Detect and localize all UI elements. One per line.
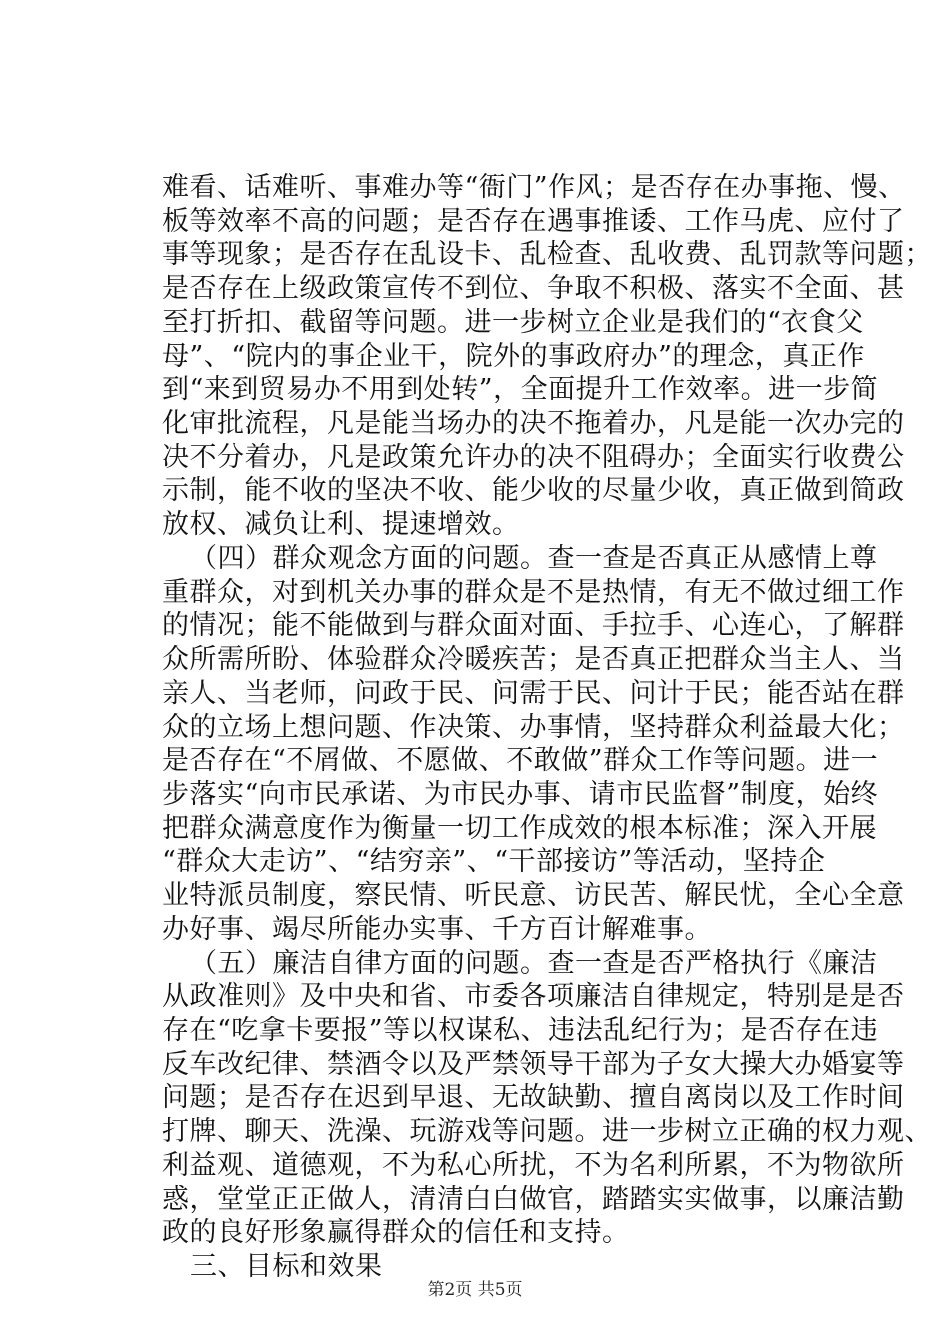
page-number-footer: 第2页 共5页 <box>427 1280 523 1300</box>
text-line: 反车改纪律、禁酒令以及严禁领导干部为子女大操大办婚宴等 <box>162 1049 905 1080</box>
text-line: 利益观、道德观，不为私心所扰，不为名利所累，不为物欲所 <box>162 1150 905 1181</box>
text-line: 惑，堂堂正正做人，清清白白做官，踏踏实实做事，以廉洁勤 <box>162 1184 905 1215</box>
text-line: 母”、“院内的事企业干，院外的事政府办”的理念，真正作 <box>162 341 865 372</box>
text-line: 从政准则》及中央和省、市委各项廉洁自律规定，特别是是否 <box>162 981 905 1012</box>
text-line: 存在“吃拿卡要报”等以权谋私、违法乱纪行为；是否存在违 <box>162 1015 879 1046</box>
text-line: 决不分着办，凡是政策允许办的决不阻碍办；全面实行收费公 <box>162 442 905 473</box>
text-line: 办好事、竭尽所能办实事、千方百计解难事。 <box>162 914 712 945</box>
text-line: 重群众，对到机关办事的群众是不是热情，有无不做过细工作 <box>162 577 905 608</box>
text-line: 把群众满意度作为衡量一切工作成效的根本标准；深入开展 <box>162 813 877 844</box>
text-line: 事等现象；是否存在乱设卡、乱检查、乱收费、乱罚款等问题； <box>162 239 932 270</box>
text-line: 是否存在“不屑做、不愿做、不敢做”群众工作等问题。进一 <box>162 745 879 776</box>
text-line: 到“来到贸易办不用到处转”，全面提升工作效率。进一步简 <box>162 374 879 405</box>
text-line: 亲人、当老师，问政于民、问需于民、问计于民；能否站在群 <box>162 678 905 709</box>
text-line: 至打折扣、截留等问题。进一步树立企业是我们的“衣食父 <box>162 307 864 338</box>
text-line: 是否存在上级政策宣传不到位、争取不积极、落实不全面、甚 <box>162 273 905 304</box>
text-line: 示制，能不收的坚决不收、能少收的尽量少收，真正做到简政 <box>162 475 905 506</box>
text-line: 众所需所盼、体验群众冷暖疾苦；是否真正把群众当主人、当 <box>162 644 905 675</box>
text-line: 打牌、聊天、洗澡、玩游戏等问题。进一步树立正确的权力观、 <box>162 1116 932 1147</box>
text-line: “群众大走访”、“结穷亲”、“干部接访”等活动，坚持企 <box>162 846 826 877</box>
text-line: 业特派员制度，察民情、听民意、访民苦、解民忧，全心全意 <box>162 880 905 911</box>
text-line: 步落实“向市民承诺、为市民办事、请市民监督”制度，始终 <box>162 779 879 810</box>
text-line: 政的良好形象赢得群众的信任和支持。 <box>162 1217 630 1248</box>
text-line: 放权、减负让利、提速增效。 <box>162 509 520 540</box>
text-line: 问题；是否存在迟到早退、无故缺勤、擅自离岗以及工作时间 <box>162 1082 905 1113</box>
text-line: 众的立场上想问题、作决策、办事情，坚持群众利益最大化； <box>162 712 905 743</box>
text-line: 化审批流程，凡是能当场办的决不拖着办，凡是能一次办完的 <box>162 408 905 439</box>
section-heading-3: 三、目标和效果 <box>190 1251 383 1282</box>
text-line: 的情况；能不能做到与群众面对面、手拉手、心连心，了解群 <box>162 610 905 641</box>
text-line: 难看、话难听、事难办等“衙门”作风；是否存在办事拖、慢、 <box>162 172 906 203</box>
text-line: 板等效率不高的问题；是否存在遇事推诿、工作马虎、应付了 <box>162 206 905 237</box>
section-heading-5: （五）廉洁自律方面的问题。查一查是否严格执行《廉洁 <box>190 948 878 979</box>
section-heading-4: （四）群众观念方面的问题。查一查是否真正从感情上尊 <box>190 543 878 574</box>
